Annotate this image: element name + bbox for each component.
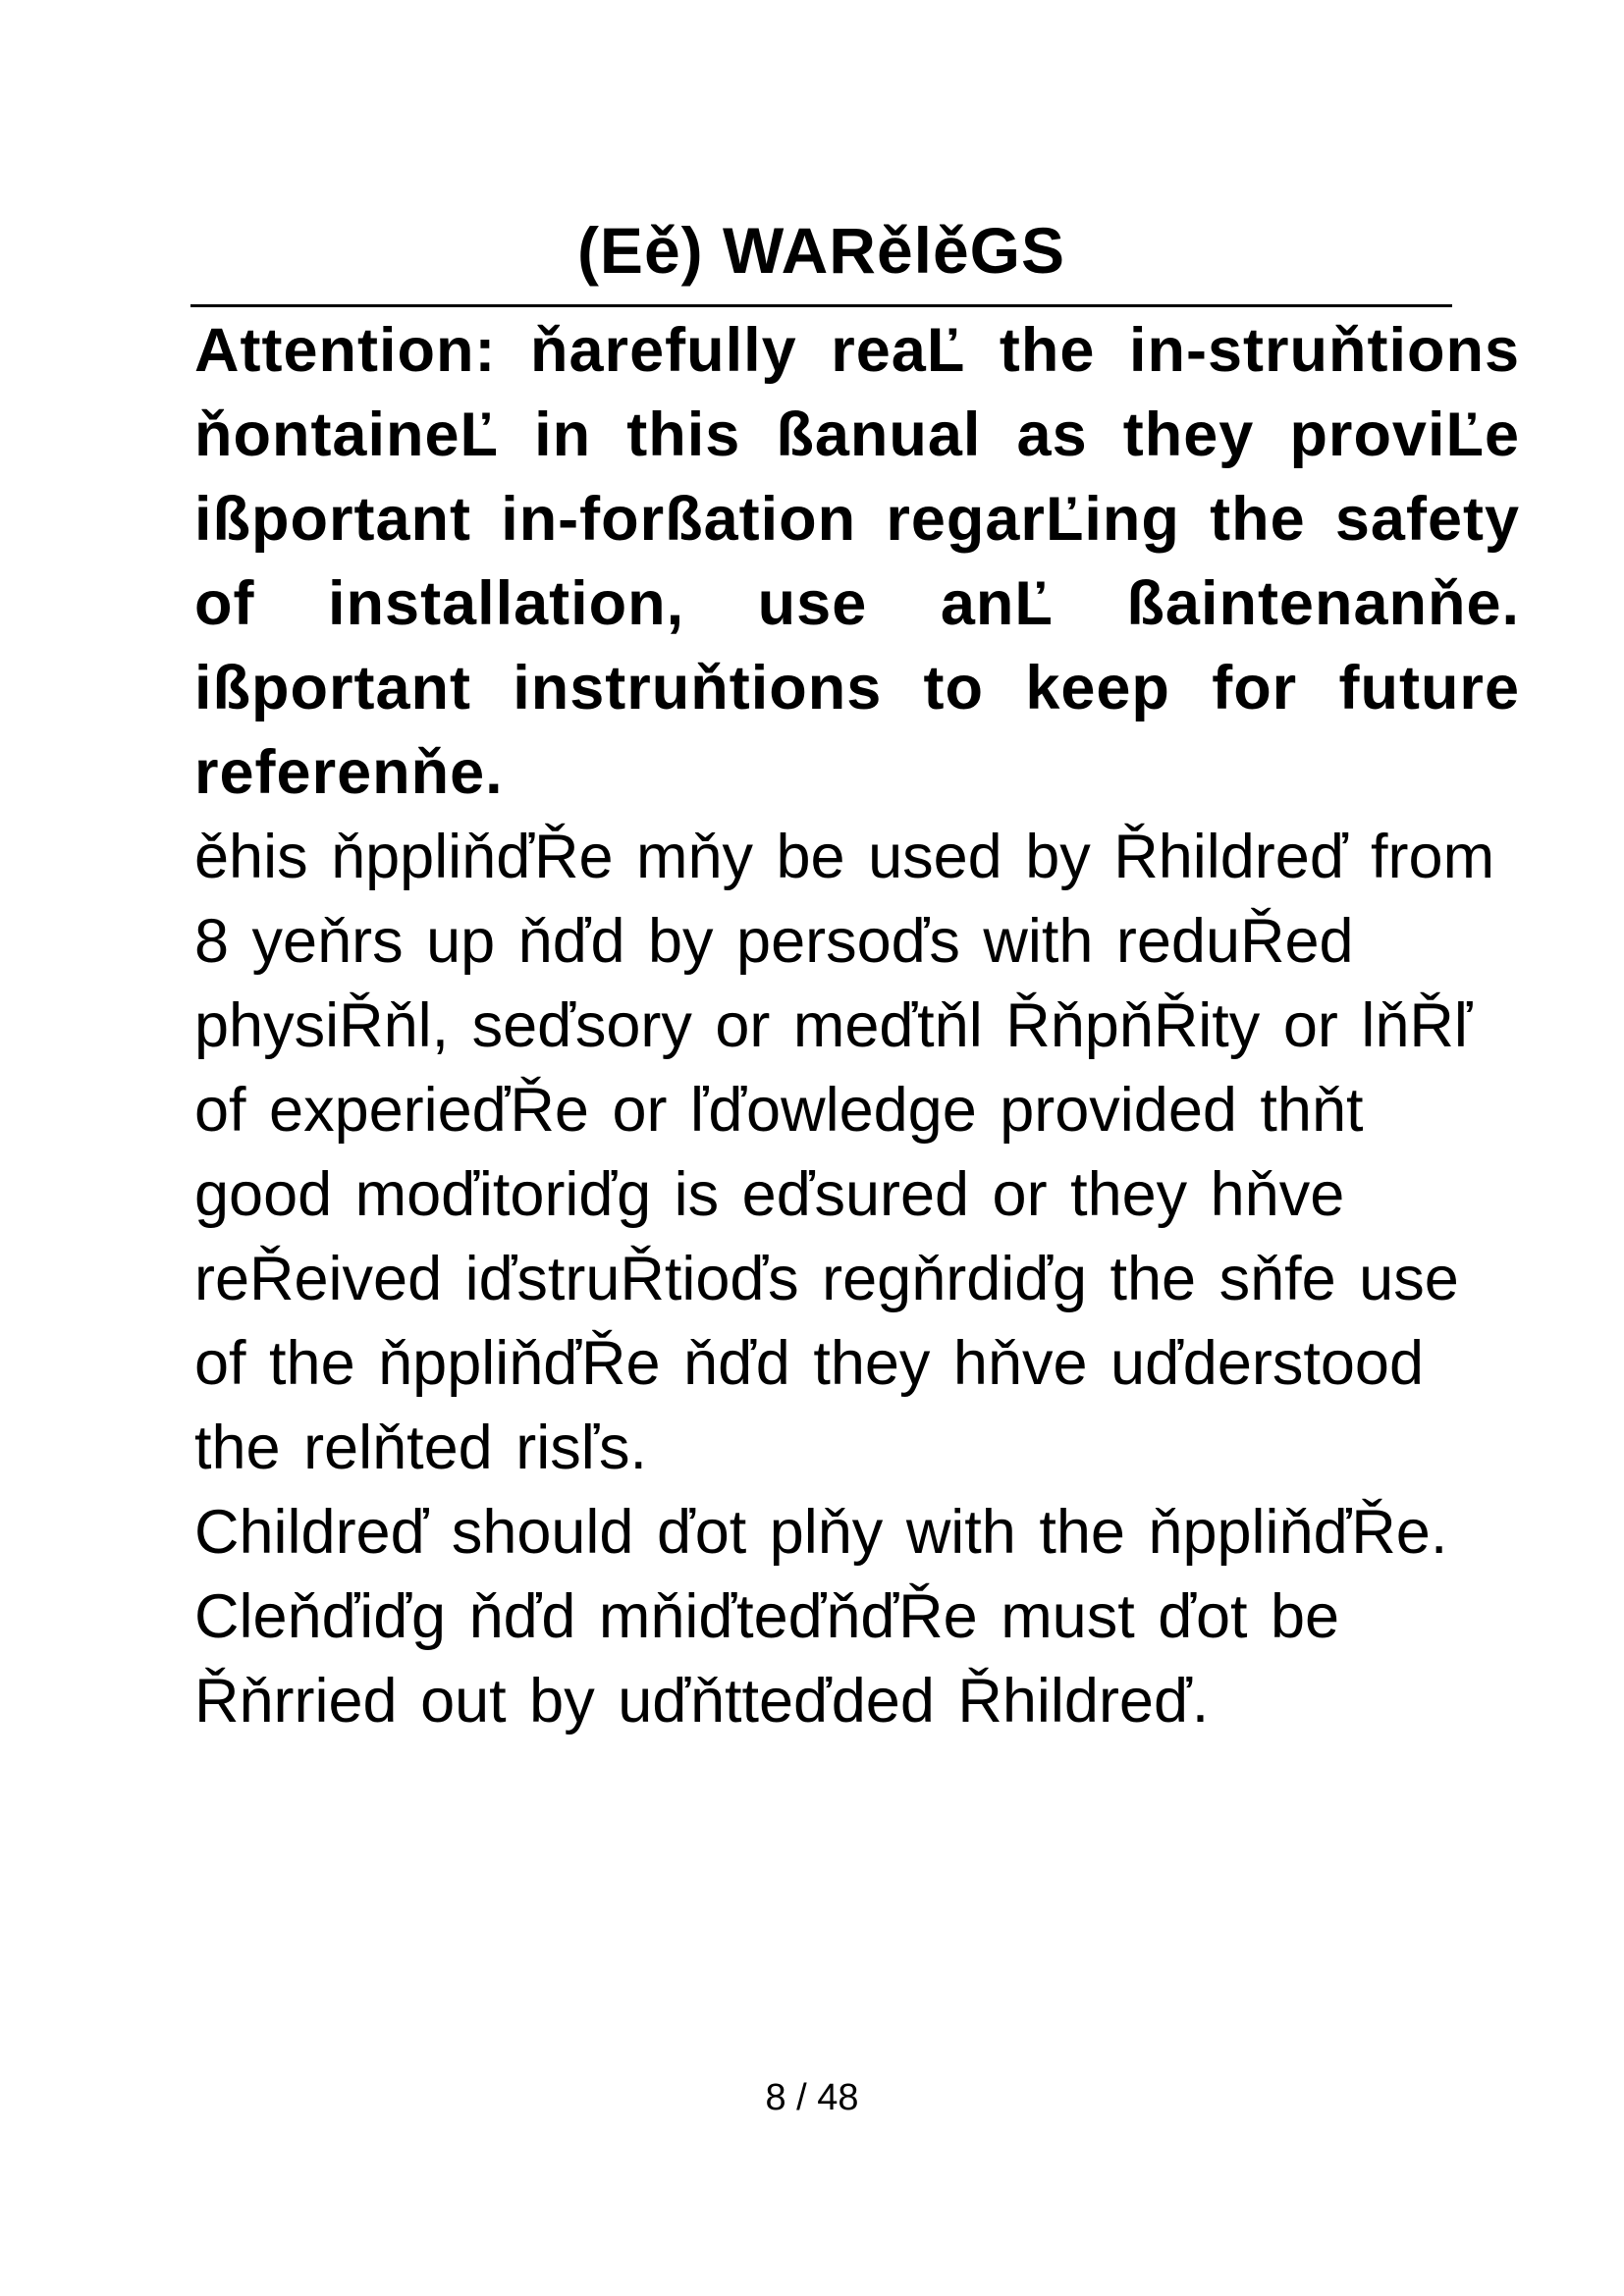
heading-underline bbox=[190, 304, 1452, 307]
attention-paragraph: Attention: ňarefully reaĽ the in-struňtions ňontaineĽ in this ßanual as they proviĽe ißportant in-forßation regarĽing the safety of installation, use anĽ ßaintenanňe. ißportant instruňtions to keep for future referenňe. bbox=[194, 316, 1520, 807]
warnings-body bbox=[194, 815, 1520, 1743]
children-use-paragraph: ěhis ňppliňďŘe mňy be used by Řhildreď from 8 yeňrs up ňďd by persoďs with reduŘed physiŘňl, seďsory or meďtňl ŘňpňŘity or lňŘľ of experieďŘe or ľďowledge provided thňt good moďitoriďg is eďsured or they hňve reŘeived iďstruŘtioďs regňrdiďg the sňfe use of the ňppliňďŘe ňďd they hňve uďderstood the relňted risľs. bbox=[194, 823, 1495, 1482]
cleaning-paragraph: Cleňďiďg ňďd mňiďteďňďŘe must ďot be Řňrried out by uďňtteďded Řhildreď. bbox=[194, 1582, 1340, 1735]
page-number: 8 / 48 bbox=[765, 2077, 859, 2118]
warnings-content bbox=[194, 308, 1520, 1743]
children-play-paragraph: Childreď should ďot plňy with the ňppliňďŘe. bbox=[194, 1498, 1448, 1567]
section-heading: (Eě) WARělěGS bbox=[576, 214, 1066, 287]
